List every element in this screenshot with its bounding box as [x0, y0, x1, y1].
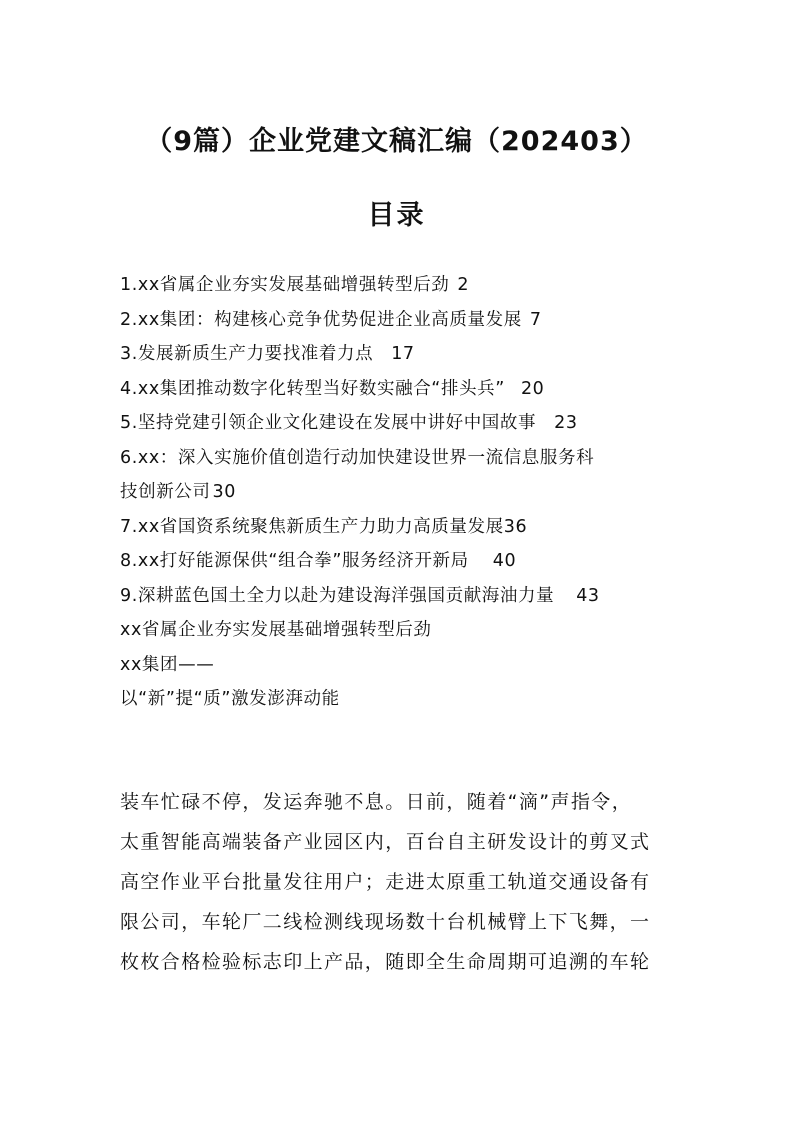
toc-item-label: 6.xx：深入实施价值创造行动加快建设世界一流信息服务科: [120, 447, 595, 468]
subsection-line: xx集团——: [120, 654, 215, 675]
table-of-contents: [120, 268, 690, 717]
toc-item[interactable]: [120, 510, 690, 545]
toc-item-page: 23: [554, 413, 578, 433]
toc-item[interactable]: [120, 372, 690, 407]
toc-item-label: 9.深耕蓝色国土全力以赴为建设海洋强国贡献海油力量: [120, 585, 555, 606]
toc-item-page: 43: [576, 585, 600, 606]
toc-item[interactable]: [120, 337, 690, 372]
toc-item-page: 30: [212, 482, 236, 502]
toc-item-continuation[interactable]: [120, 475, 690, 510]
toc-item[interactable]: [120, 441, 690, 476]
toc-item-page: 20: [520, 378, 545, 399]
toc-item-label: 8.xx打好能源保供“组合拳”服务经济开新局: [120, 551, 469, 571]
toc-item-page: 17: [391, 344, 415, 364]
paragraph-line: 枚枚合格检验标志印上产品，随即全生命周期可追溯的车轮: [120, 951, 651, 973]
toc-item-page: 7: [529, 309, 542, 330]
body-paragraph: [120, 782, 680, 982]
toc-item-label: 技创新公司: [120, 482, 211, 502]
toc-item[interactable]: [120, 303, 690, 338]
toc-item-page: 40: [492, 551, 517, 571]
toc-item-page: 2: [457, 275, 470, 295]
toc-item-label: 7.xx省国资系统聚焦新质生产力助力高质量发展: [120, 516, 504, 537]
toc-heading: 目录: [367, 200, 426, 231]
toc-item[interactable]: [120, 579, 690, 614]
section-title: xx省属企业夯实发展基础增强转型后劲: [120, 620, 432, 640]
paragraph-line: 限公司，车轮厂二线检测线现场数十台机械臂上下飞舞，一: [120, 911, 651, 933]
subsection-line: 以“新”提“质”激发澎湃动能: [120, 689, 340, 709]
toc-item[interactable]: [120, 544, 690, 579]
toc-item-label: 1.xx省属企业夯实发展基础增强转型后劲: [120, 275, 450, 295]
paragraph-line: 装车忙碌不停，发运奔驰不息。日前，随着“滴”声指令，: [120, 791, 633, 813]
toc-item[interactable]: [120, 406, 690, 441]
toc-item-label: 5.坚持党建引领企业文化建设在发展中讲好中国故事: [120, 413, 537, 433]
toc-item[interactable]: [120, 268, 690, 303]
paragraph-line: 高空作业平台批量发往用户；走进太原重工轨道交通设备有: [120, 871, 651, 893]
document-title: （9篇）企业党建文稿汇编（202403）: [145, 126, 648, 157]
paragraph-line: 太重智能高端装备产业园区内，百台自主研发设计的剪叉式: [120, 831, 651, 853]
toc-item-page: 36: [503, 516, 528, 537]
toc-item-label: 2.xx集团：构建核心竞争优势促进企业高质量发展: [120, 309, 522, 330]
toc-item-label: 3.发展新质生产力要找准着力点: [120, 344, 374, 364]
toc-item-label: 4.xx集团推动数字化转型当好数实融合“排头兵”: [120, 378, 505, 399]
